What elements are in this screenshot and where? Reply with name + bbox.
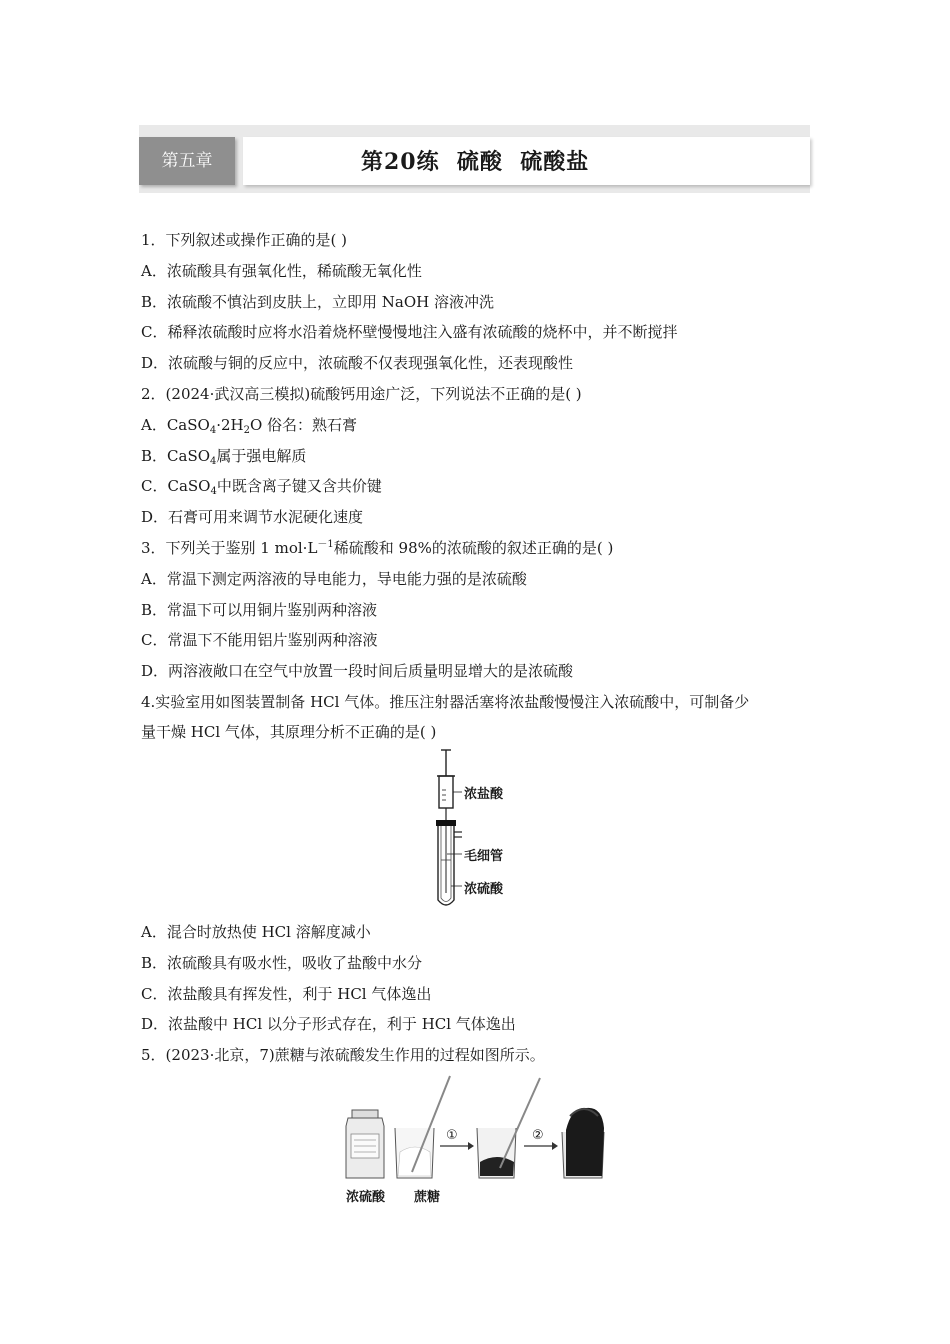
q2-stem: 2．(2024·武汉高三模拟)硫酸钙用途广泛，下列说法不正确的是( ) [141, 385, 582, 403]
q1-stem: 1．下列叙述或操作正确的是( ) [141, 231, 348, 249]
q2-option-a: A．$CaSO_4\cdot 2H_2O$ 俗名：熟石膏 [141, 416, 358, 436]
q4-option-d: D．浓盐酸中 HCl 以分子形式存在，利于 HCl 气体逸出 [141, 1015, 516, 1033]
q2-option-d: D．石膏可用来调节水泥硬化速度 [141, 508, 364, 526]
q1-option-b: B．浓硫酸不慎沾到皮肤上，立即用 NaOH 溶液冲洗 [141, 293, 495, 311]
label-step-2: ② [532, 1128, 544, 1143]
sucrose-reaction-figure [340, 1072, 615, 1207]
q2-option-c: C．CaSO$_4$中既含离子键又含共价键 [141, 477, 382, 497]
q3-option-b: B．常温下可以用铜片鉴别两种溶液 [141, 601, 378, 619]
q4-option-b: B．浓硫酸具有吸水性，吸收了盐酸中水分 [141, 954, 423, 972]
q1-option-a: A．浓硫酸具有强氧化性，稀硫酸无氧化性 [141, 262, 422, 280]
label-step-1: ① [446, 1128, 458, 1143]
q3-option-a: A．常温下测定两溶液的导电能力，导电能力强的是浓硫酸 [141, 570, 527, 588]
q4-option-a: A．混合时放热使 HCl 溶解度减小 [141, 923, 371, 941]
q3-option-d: D．两溶液敞口在空气中放置一段时间后质量明显增大的是浓硫酸 [141, 662, 574, 680]
q1-option-d: D．浓硫酸与铜的反应中，浓硫酸不仅表现强氧化性，还表现酸性 [141, 354, 574, 372]
chapter-tag: 第五章 [139, 137, 235, 185]
label-capillary: 毛细管 [464, 849, 504, 864]
label-sucrose: 蔗糖 [414, 1190, 441, 1205]
q4-option-c: C．浓盐酸具有挥发性，利于 HCl 气体逸出 [141, 985, 432, 1003]
q3-stem: 3．下列关于鉴别 1 $mol\cdot L^{-1}$稀硫酸和 98%的浓硫酸的叙述正确的是( ) [141, 539, 614, 557]
q4-stem-line1: 4.实验室用如图装置制备 HCl 气体。推压注射器活塞将浓盐酸慢慢注入浓硫酸中，可制备少 [141, 693, 750, 711]
q1-option-c: C．稀释浓硫酸时应将水沿着烧杯壁慢慢地注入盛有浓硫酸的烧杯中，并不断搅拌 [141, 323, 678, 341]
q2-option-b: B．CaSO$_4$属于强电解质 [141, 447, 307, 467]
q5-stem: 5．(2023·北京，7)蔗糖与浓硫酸发生作用的过程如图所示。 [141, 1046, 545, 1064]
q4-stem-line2: 量干燥 HCl 气体，其原理分析不正确的是( ) [141, 723, 437, 741]
syringe-apparatus-figure [420, 748, 540, 913]
page-title: 第20练 硫酸 硫酸盐 [361, 149, 590, 175]
title-box [243, 137, 810, 185]
label-conc-h2so4: 浓硫酸 [464, 882, 504, 897]
q3-option-c: C．常温下不能用铝片鉴别两种溶液 [141, 631, 378, 649]
label-conc-h2so4-bottle: 浓硫酸 [346, 1190, 386, 1205]
label-conc-hcl: 浓盐酸 [464, 787, 504, 802]
